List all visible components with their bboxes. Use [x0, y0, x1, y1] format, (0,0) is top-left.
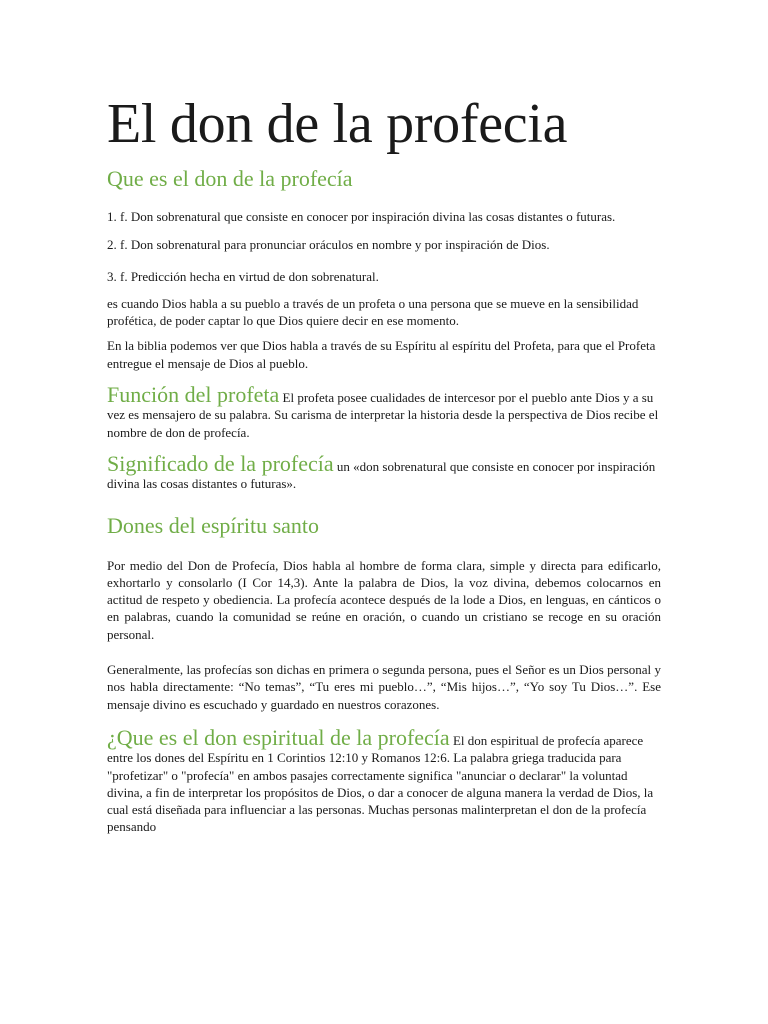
don-espiritual-text: El don espiritual de profecía aparece entre los dones del Espíritu en 1 Corintios 12:10 y Romanos 12:6. La palabra griega traducida para "profetizar" o "profecía" en ambos pasajes correctamente significa "anunciar o declarar" la voluntad divina, a fin de interpretar los propósitos de Dios, o dar a conocer de alguna manera la verdad de Dios, la cual está diseñada para influenciar a las personas. Muchas personas malinterpretan el don de la profecía pensando — [107, 732, 654, 835]
paragraph-don-profecia: Por medio del Don de Profecía, Dios habla al hombre de forma clara, simple y directa para edificarlo, exhortarlo y consolarlo (I Cor 14,3). Ante la palabra de Dios, la voz divina, debemos colocarnos en actitud de respeto y obediencia. La profecía acontece después de la lode a Dios, en lenguas, en cánticos o en palabras, cuando la comunidad se reúne en oración, o cuando un cristiano se recoge en su oración personal. — [107, 557, 661, 642]
funcion-text: El profeta posee cualidades de intercesor por el pueblo ante Dios y a su vez es mensajero de su palabra. Su carisma de interpretar la historia desde la perspectiva de Dios recibe el nombre de don de profecía. — [107, 390, 659, 440]
document-title: El don de la profecia — [107, 93, 568, 155]
paragraph-generalmente: Generalmente, las profecías son dichas en primera o segunda persona, pues el Señor es un Dios personal y nos habla directamente: “No temas”, “Tu eres mi pueblo…”, “Mis hijos…”, “Yo soy Tu Dios…”. Ese mensaje divino es escuchado y guardado en nuestros corazones. — [107, 662, 661, 712]
heading-que-es-profecia: Que es el don de la profecía — [107, 166, 353, 191]
section-significado — [107, 450, 661, 493]
heading-significado: Significado de la profecía — [107, 450, 334, 476]
section-don-espiritual — [107, 724, 661, 836]
section-funcion — [107, 384, 661, 441]
significado-text: un «don sobrenatural que consiste en conocer por inspiración divina las cosas distantes o futuras». — [107, 458, 656, 492]
definition-1: 1. f. Don sobrenatural que consiste en conocer por inspiración divina las cosas distantes o futuras. — [107, 209, 616, 224]
paragraph-dios-habla: es cuando Dios habla a su pueblo a través de un profeta o una persona que se mueve en la sensibilidad profética, de poder captar lo que Dios quiere decir en ese momento. — [107, 295, 639, 329]
heading-funcion-profeta: Función del profeta — [107, 382, 280, 408]
definition-3: 3. f. Predicción hecha en virtud de don sobrenatural. — [107, 268, 379, 284]
heading-don-espiritual: ¿Que es el don espiritual de la profecía — [107, 724, 450, 750]
definition-2: 2. f. Don sobrenatural para pronunciar oráculos en nombre y por inspiración de Dios. — [107, 237, 550, 253]
heading-dones-espiritu: Dones del espíritu santo — [107, 512, 320, 538]
paragraph-biblia: En la biblia podemos ver que Dios habla a través de su Espíritu al espíritu del Profeta, para que el Profeta entregue el mensaje de Dios al pueblo. — [107, 338, 656, 371]
document-page — [107, 93, 661, 847]
